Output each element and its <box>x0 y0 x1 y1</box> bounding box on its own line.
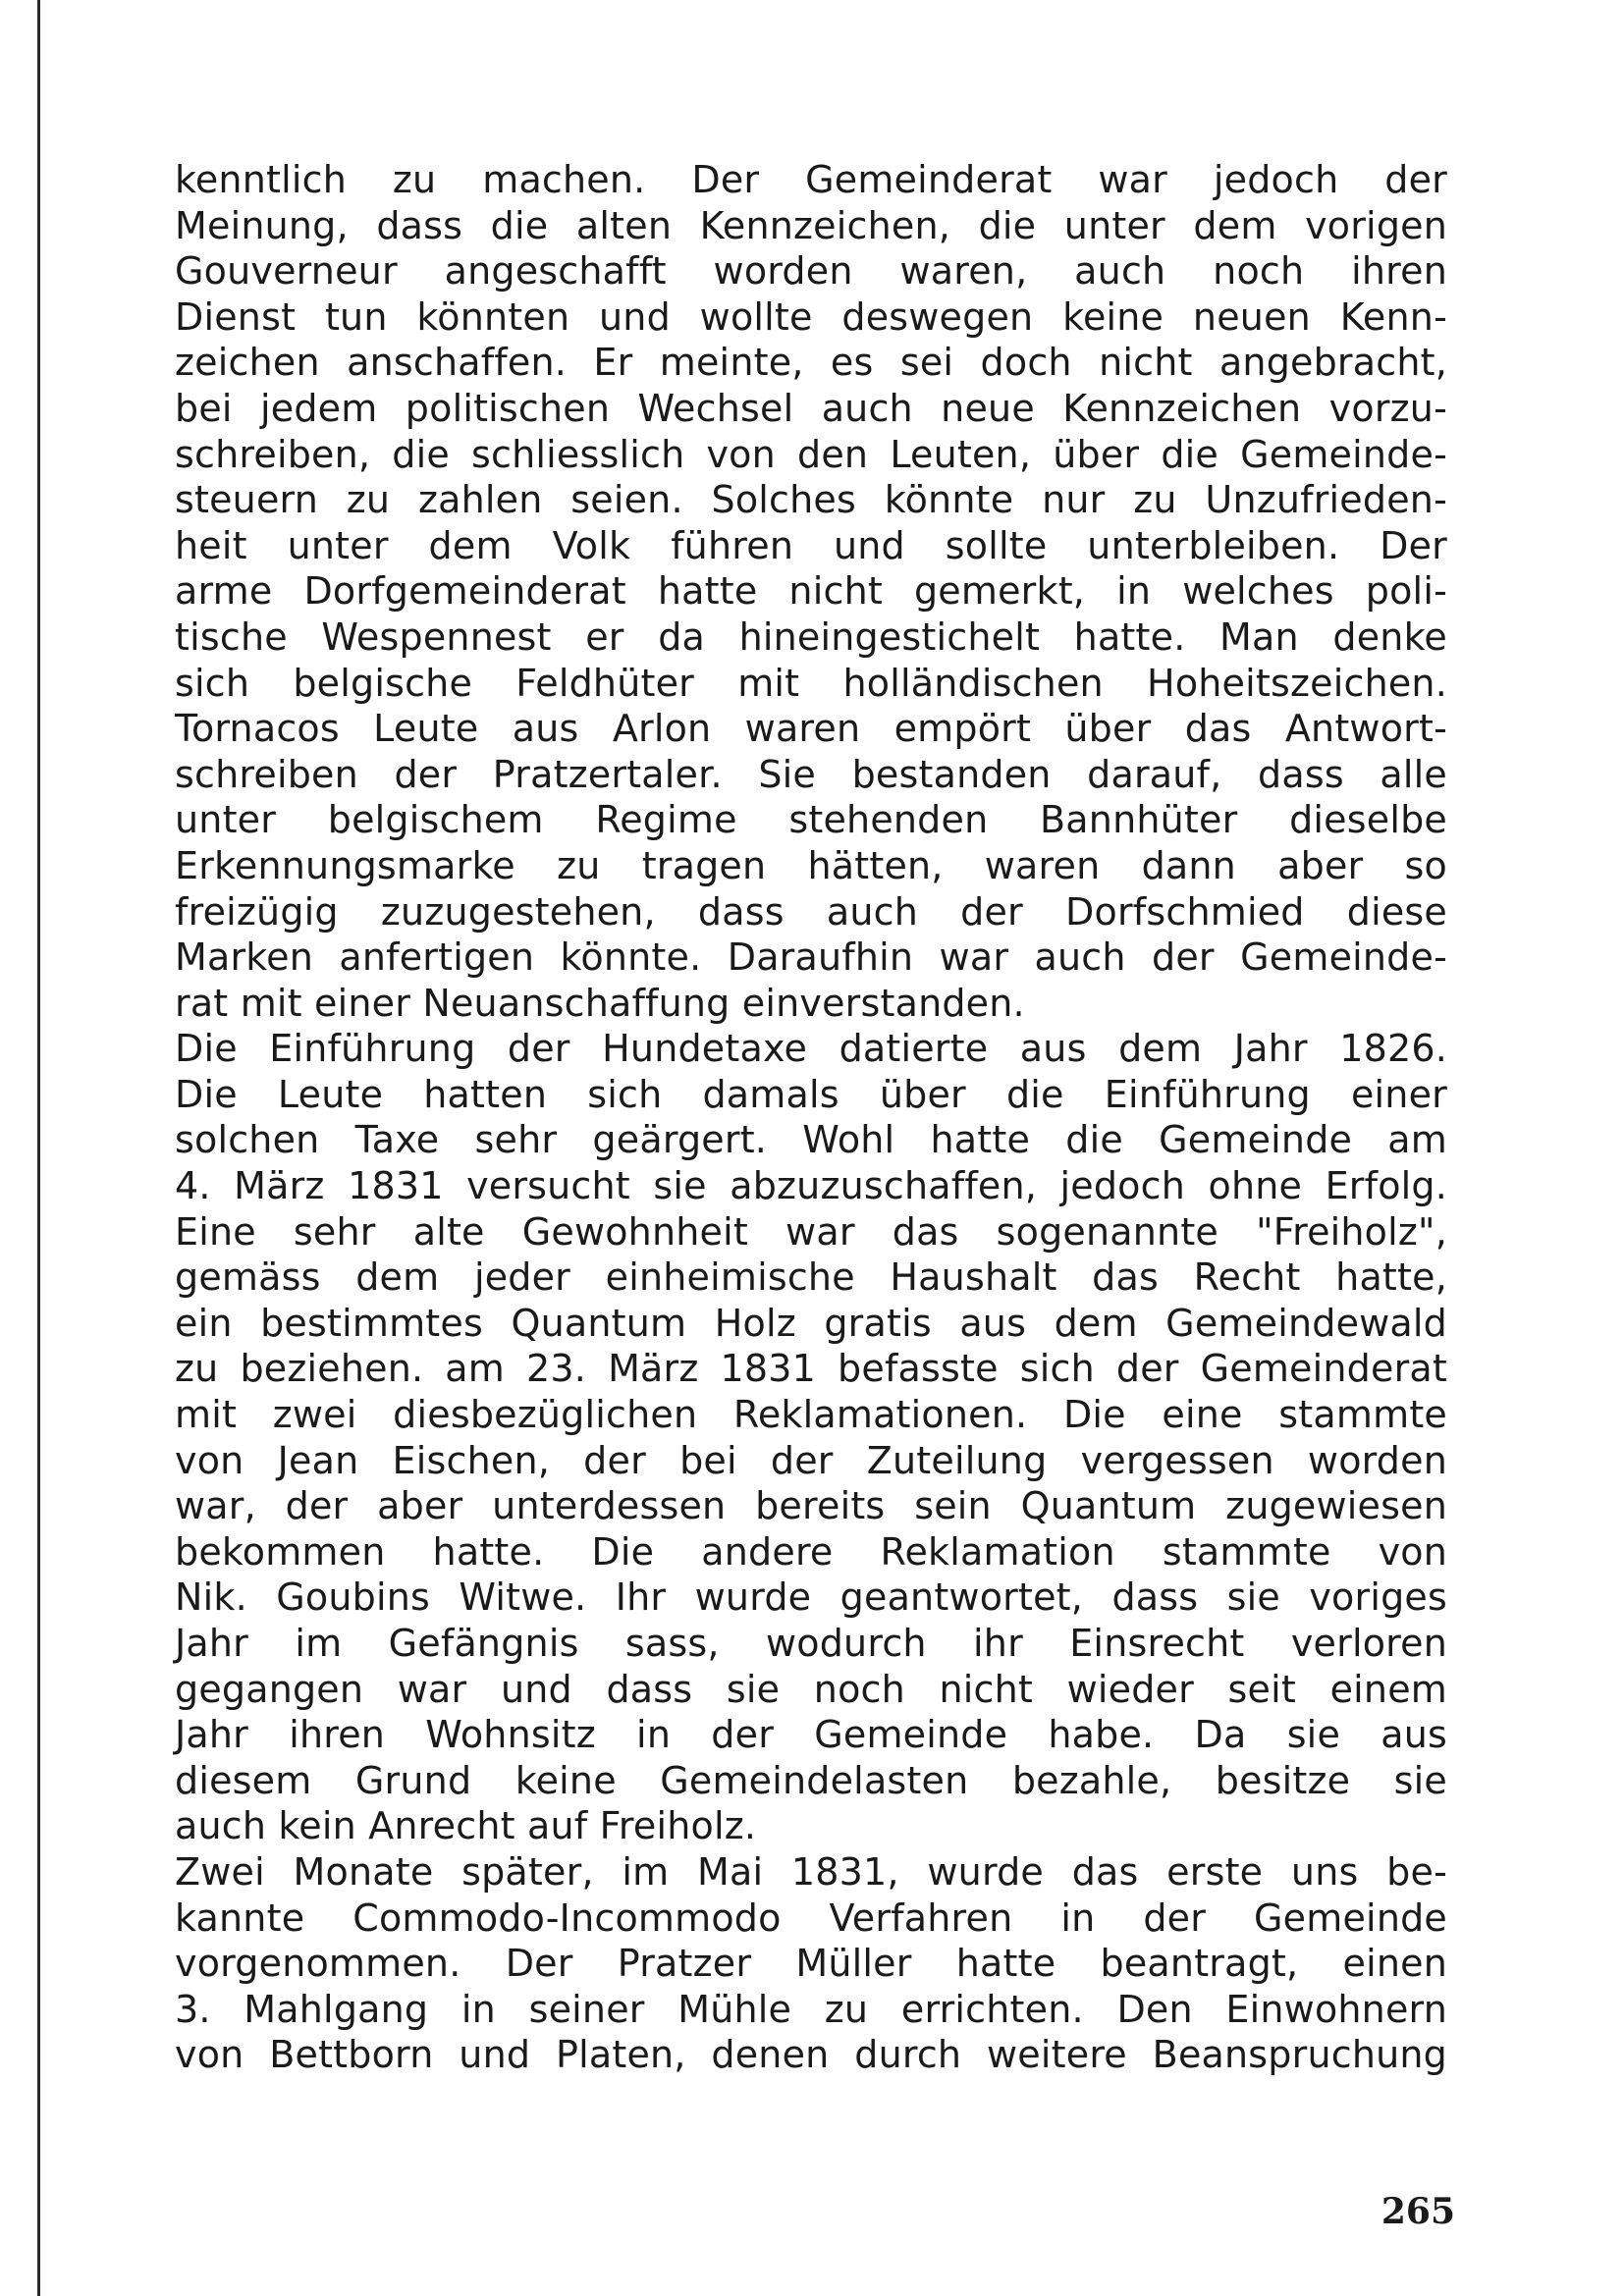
text-line: bei jedem politischen Wechsel auch neue Kennzeichen vorzu- <box>175 386 1447 430</box>
text-line: freizügig zuzugestehen, dass auch der Dorfschmied diese <box>175 889 1447 934</box>
text-line: Jahr ihren Wohnsitz in der Gemeinde habe. Da sie aus <box>175 1713 1447 1757</box>
text-line: von Bettborn und Platen, denen durch weitere Beanspruchung <box>175 2033 1447 2077</box>
text-line: 3. Mahlgang in seiner Mühle zu errichten. Den Einwohnern <box>175 1987 1447 2031</box>
text-line: war, der aber unterdessen bereits sein Quantum zugewiesen <box>175 1484 1447 1528</box>
text-line: diesem Grund keine Gemeindelasten bezahle, besitze sie <box>175 1758 1447 1802</box>
text-line: Marken anfertigen könnte. Daraufhin war auch der Gemeinde- <box>175 935 1447 980</box>
text-line: heit unter dem Volk führen und sollte unterbleiben. Der <box>175 523 1447 567</box>
text-line: Gouverneur angeschafft worden waren, auch noch ihren <box>175 249 1447 294</box>
text-line: schreiben der Pratzertaler. Sie bestanden darauf, dass alle <box>175 752 1447 796</box>
text-line: Erkennungsmarke zu tragen hätten, waren dann aber so <box>175 843 1447 887</box>
text-line: mit zwei diesbezüglichen Reklamationen. Die eine stammte <box>175 1393 1447 1437</box>
text-line: Tornacos Leute aus Arlon waren empört über das Antwort- <box>175 707 1447 751</box>
text-line: ein bestimmtes Quantum Holz gratis aus dem Gemeindewald <box>175 1301 1447 1345</box>
text-line: zu beziehen. am 23. März 1831 befasste sich der Gemeinderat <box>175 1347 1447 1391</box>
text-line: auch kein Anrecht auf Freiholz. <box>175 1804 757 1848</box>
text-line: vorgenommen. Der Pratzer Müller hatte beantragt, einen <box>175 1942 1447 1986</box>
text-line: schreiben, die schliesslich von den Leuten, über die Gemeinde- <box>175 432 1447 476</box>
text-line: bekommen hatte. Die andere Reklamation stammte von <box>175 1529 1447 1574</box>
text-line: zeichen anschaffen. Er meinte, es sei doch nicht angebracht, <box>175 341 1447 385</box>
text-line: unter belgischem Regime stehenden Bannhüter dieselbe <box>175 798 1447 842</box>
text-line: arme Dorfgemeinderat hatte nicht gemerkt, in welches poli- <box>175 569 1447 614</box>
text-line: solchen Taxe sehr geärgert. Wohl hatte die Gemeinde am <box>175 1118 1447 1162</box>
text-line: sich belgische Feldhüter mit holländischen Hoheitszeichen. <box>175 661 1447 705</box>
text-line: Zwei Monate später, im Mai 1831, wurde das erste uns be- <box>175 1849 1447 1894</box>
text-line: tische Wespennest er da hineingestichelt hatte. Man denke <box>175 614 1447 659</box>
text-line: kannte Commodo-Incommodo Verfahren in der Gemeinde <box>175 1896 1447 1940</box>
text-line: Die Leute hatten sich damals über die Einführung einer <box>175 1072 1447 1116</box>
text-line: Dienst tun könnten und wollte deswegen keine neuen Kenn- <box>175 294 1447 339</box>
text-line: kenntlich zu machen. Der Gemeinderat war jedoch der <box>175 158 1447 201</box>
text-line: von Jean Eischen, der bei der Zuteilung vergessen worden <box>175 1438 1447 1482</box>
text-line: gemäss dem jeder einheimische Haushalt das Recht hatte, <box>175 1255 1447 1300</box>
text-line: Eine sehr alte Gewohnheit war das sogenannte "Freiholz", <box>175 1209 1447 1254</box>
body-text <box>175 157 1447 2078</box>
text-line: Jahr im Gefängnis sass, wodurch ihr Einsrecht verloren <box>175 1622 1447 1665</box>
text-line: Nik. Goubins Witwe. Ihr wurde geantwortet, dass sie voriges <box>175 1575 1447 1620</box>
text-line: Meinung, dass die alten Kennzeichen, die unter dem vorigen <box>175 203 1447 247</box>
text-line: rat mit einer Neuanschaffung einverstanden. <box>175 981 1025 1025</box>
page-edge-line <box>37 0 40 2296</box>
text-line: gegangen war und dass sie noch nicht wieder seit einem <box>175 1667 1447 1711</box>
text-line: 4. März 1831 versucht sie abzuzuschaffen, jedoch ohne Erfolg. <box>175 1164 1447 1208</box>
text-line: Die Einführung der Hundetaxe datierte aus dem Jahr 1826. <box>175 1027 1447 1071</box>
text-line: steuern zu zahlen seien. Solches könnte nur zu Unzufrieden- <box>175 478 1447 522</box>
page-number: 265 <box>1380 2191 1455 2232</box>
